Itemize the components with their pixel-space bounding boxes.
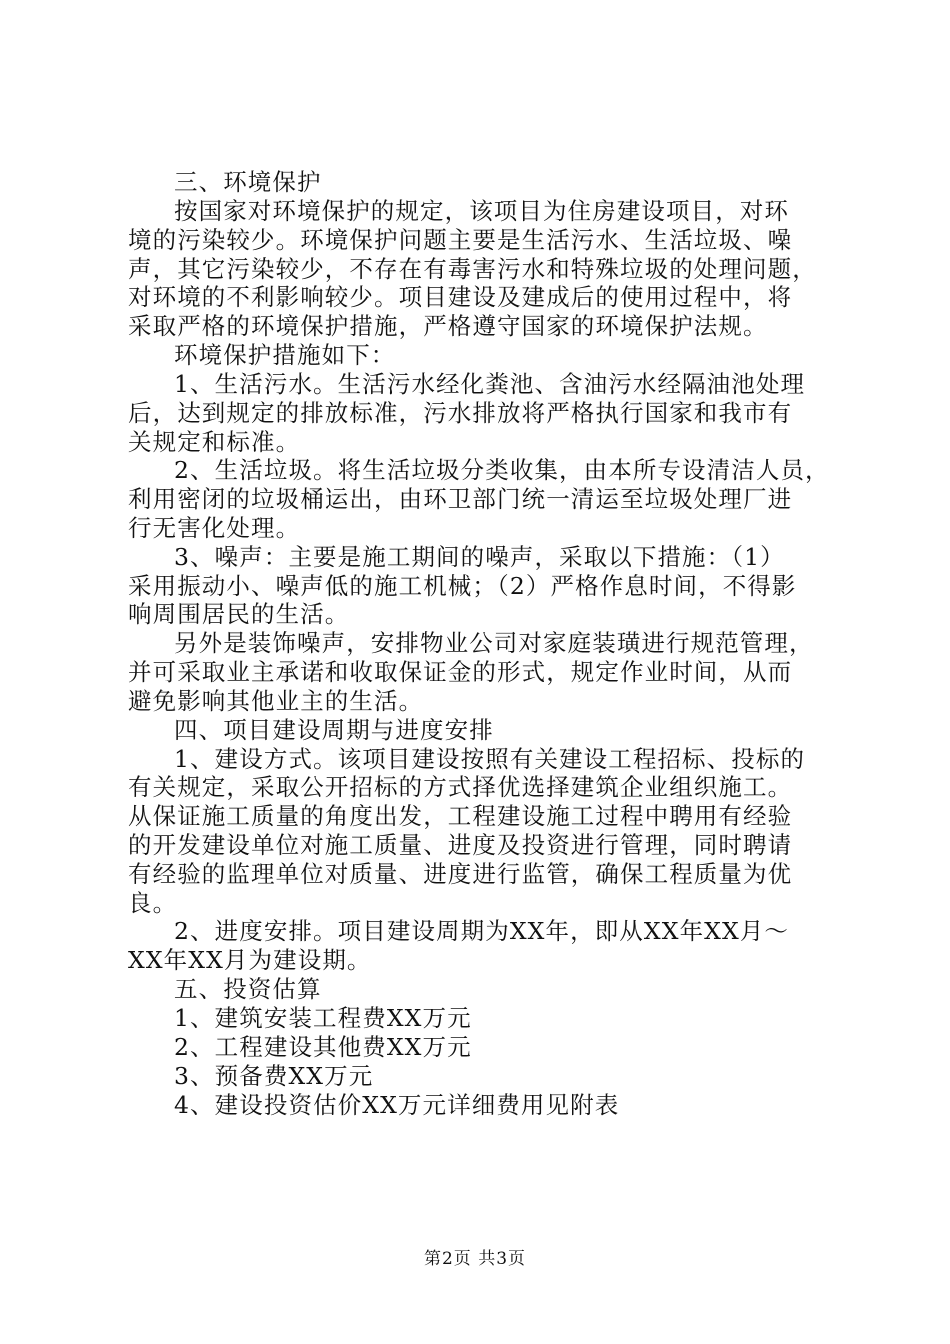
- schedule-paragraph: [128, 917, 833, 975]
- document-body: [128, 168, 833, 1120]
- investment-item: 4、建设投资估价XX万元详细费用见附表: [174, 1090, 620, 1119]
- text-line: 3、噪声：主要是施工期间的噪声，采取以下措施：（1）: [174, 542, 785, 571]
- text-line: 1、生活污水。生活污水经化粪池、含油污水经隔油池处理: [174, 369, 806, 398]
- text-line: 后，达到规定的排放标准，污水排放将严格执行国家和我市有: [128, 398, 793, 427]
- investment-item: 3、预备费XX万元: [174, 1061, 374, 1090]
- text-line: 良。: [128, 888, 178, 917]
- garbage-paragraph: [128, 456, 833, 542]
- section-heading-environment: 三、环境保护: [174, 168, 322, 196]
- text-line: 境的污染较少。环境保护问题主要是生活污水、生活垃圾、噪: [128, 225, 793, 254]
- page-footer: 第2页 共3页: [423, 1249, 527, 1269]
- text-line: 响周围居民的生活。: [128, 600, 350, 629]
- investment-item: 1、建筑安装工程费XX万元: [174, 1003, 472, 1032]
- section-heading-investment: 五、投资估算: [174, 974, 322, 1003]
- sewage-paragraph: [128, 370, 833, 456]
- text-line: 行无害化处理。: [128, 513, 301, 542]
- text-line: 有关规定，采取公开招标的方式择优选择建筑企业组织施工。: [128, 773, 793, 802]
- text-line: 的开发建设单位对施工质量、进度及投资进行管理，同时聘请: [128, 830, 793, 859]
- text-line: XX年XX月为建设期。: [128, 946, 372, 975]
- text-line: 声，其它污染较少，不存在有毒害污水和特殊垃圾的处理问题，: [128, 254, 817, 283]
- environment-intro-paragraph: [128, 197, 833, 341]
- text-line: 2、进度安排。项目建设周期为XX年，即从XX年XX月～: [174, 917, 790, 946]
- text-line: 另外是装饰噪声，安排物业公司对家庭装璜进行规范管理，: [174, 629, 814, 658]
- construction-method-paragraph: [128, 745, 833, 918]
- text-line: 关规定和标准。: [128, 427, 301, 456]
- text-line: 2、生活垃圾。将生活垃圾分类收集，由本所专设清洁人员，: [174, 456, 830, 485]
- decoration-noise-paragraph: [128, 629, 833, 715]
- text-line: 有经验的监理单位对质量、进度进行监管，确保工程质量为优: [128, 859, 793, 888]
- section-heading-schedule: 四、项目建设周期与进度安排: [174, 715, 494, 744]
- text-line: 按国家对环境保护的规定，该项目为住房建设项目，对环: [174, 197, 789, 225]
- text-line: 从保证施工质量的角度出发，工程建设施工过程中聘用有经验: [128, 802, 793, 831]
- measures-heading: 环境保护措施如下：: [174, 340, 396, 369]
- investment-item: 2、工程建设其他费XX万元: [174, 1032, 472, 1061]
- text-line: 利用密闭的垃圾桶运出，由环卫部门统一清运至垃圾处理厂进: [128, 485, 793, 514]
- text-line: 采用振动小、噪声低的施工机械；（2）严格作息时间，不得影: [128, 571, 797, 600]
- noise-paragraph: [128, 543, 833, 629]
- text-line: 采取严格的环境保护措施，严格遵守国家的环境保护法规。: [128, 312, 768, 341]
- text-line: 对环境的不利影响较少。项目建设及建成后的使用过程中，将: [128, 283, 793, 312]
- text-line: 并可采取业主承诺和收取保证金的形式，规定作业时间，从而: [128, 657, 793, 686]
- text-line: 1、建设方式。该项目建设按照有关建设工程招标、投标的: [174, 744, 806, 773]
- text-line: 避免影响其他业主的生活。: [128, 686, 424, 715]
